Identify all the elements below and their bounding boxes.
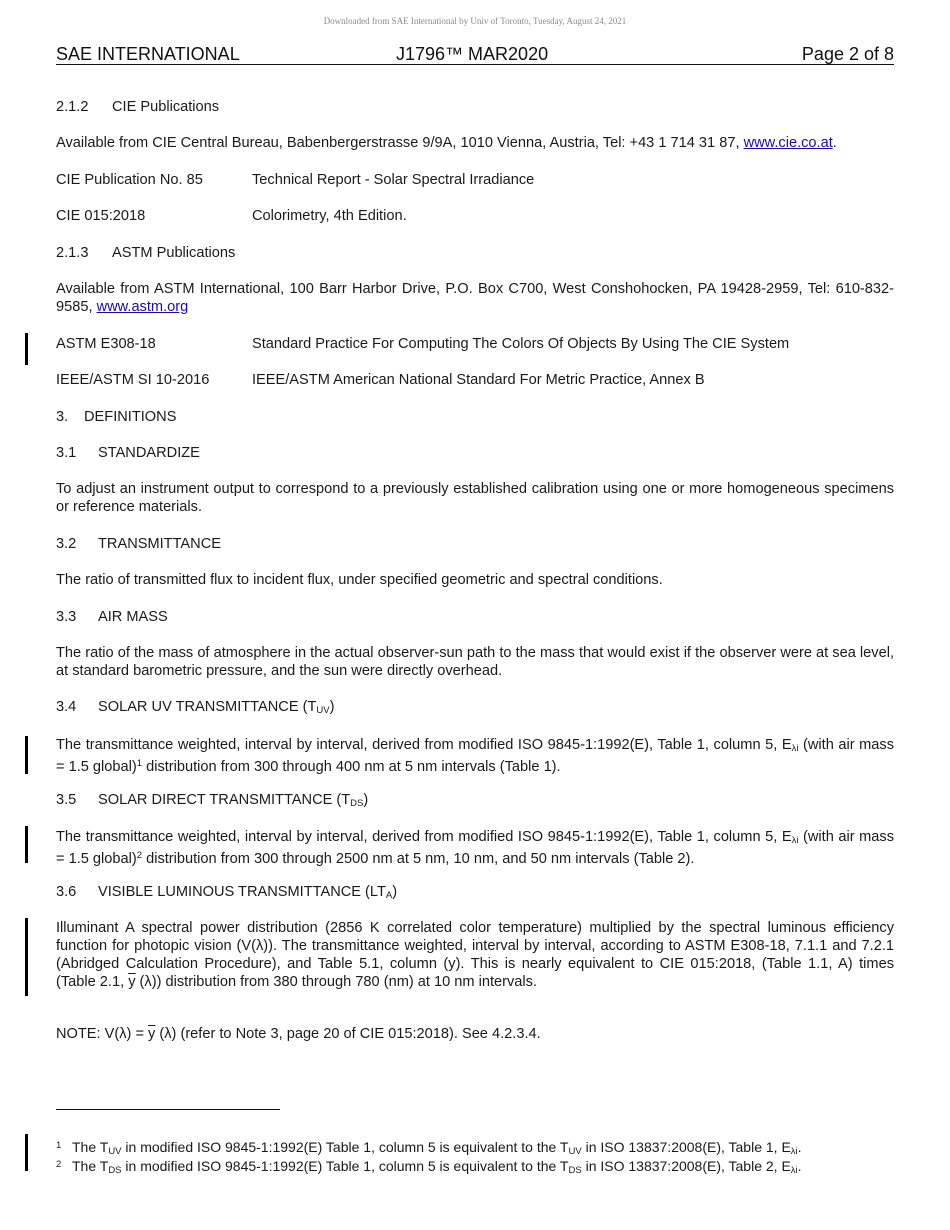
ref-ieee-astm-si10: IEEE/ASTM SI 10-2016 IEEE/ASTM American National Standard For Metric Practice, Annex B — [56, 372, 705, 388]
section-2-1-2-heading: 2.1.2 CIE Publications — [56, 99, 220, 115]
y-bar-symbol: $\overline{y}$ — [148, 1026, 156, 1042]
section-3-3-heading: 3.3 AIR MASS — [56, 609, 168, 625]
astm-link[interactable]: www.astm.org — [96, 299, 189, 315]
header-rule — [56, 64, 894, 65]
header-org: SAE INTERNATIONAL — [56, 44, 240, 64]
change-bar — [25, 736, 28, 774]
section-3-1-heading: 3.1 STANDARDIZE — [56, 445, 200, 461]
cie-link[interactable]: www.cie.co.at — [743, 135, 833, 151]
download-note: Downloaded from SAE International by Univ of Toronto, Tuesday, August 24, 2021 — [323, 16, 627, 26]
header-page-number: Page 2 of 8 — [801, 44, 894, 64]
section-3-2-body: The ratio of transmitted flux to incident flux, under specified geometric and spectral conditions. — [56, 572, 663, 588]
section-2-1-3-heading: 2.1.3 ASTM Publications — [56, 245, 236, 261]
section-3-4-heading: 3.4 SOLAR UV TRANSMITTANCE $(T_{UV})$ — [56, 699, 335, 716]
section-3-heading: 3. DEFINITIONS — [56, 409, 177, 425]
ref-cie-015: CIE 015:2018 Colorimetry, 4th Edition. — [56, 208, 407, 224]
ref-astm-e308: ASTM E308-18 Standard Practice For Computing The Colors Of Objects By Using The CIE System — [56, 336, 790, 352]
section-3-2-heading: 3.2 TRANSMITTANCE — [56, 536, 221, 552]
footnote-rule — [56, 1109, 280, 1110]
footnote-1: 1 The $T_{UV}$ in modified ISO 9845-1:1992(E) Table 1, column 5 is equivalent to the $T_{UV}$ in ISO 13837:2008(E), Table 1, $E_{\lambda i}$. — [56, 1139, 802, 1157]
section-3-4-body: The transmittance weighted, interval by interval, derived from modified ISO 9845-1:1992(E), Table 1, column 5, $E_{\lambda i}$ (with air mass = 1.5 global)$^1$ distribution from 300 through 400 nm at 5 nm intervals (Table 1). — [56, 737, 894, 775]
note-paragraph: NOTE: $V(\lambda) = \overline{y}$ (λ) (refer to Note 3, page 20 of CIE 015:2018). See 4.2.3.4. — [56, 1026, 541, 1042]
section-3-5-body: The transmittance weighted, interval by interval, derived from modified ISO 9845-1:1992(E), Table 1, column 5, $E_{\lambda i}$ (with air mass = 1.5 global)$^2$ distribution from 300 through 2500 nm at 5 nm, 10 nm, and 50 nm intervals (Table 2). — [56, 829, 894, 867]
change-bar — [25, 1134, 28, 1171]
cie-availability: Available from CIE Central Bureau, Babenbergerstrasse 9/9A, 1010 Vienna, Austria, Tel: +43 1 714 31 87, www.cie.co.at. — [56, 135, 837, 151]
section-3-6-heading: 3.6 VISIBLE LUMINOUS TRANSMITTANCE $(LT_A)$ — [56, 884, 398, 901]
footnote-2: 2 The $T_{DS}$ in modified ISO 9845-1:1992(E) Table 1, column 5 is equivalent to the $T_{DS}$ in ISO 13837:2008(E), Table 2, $E_{\lambda i}$. — [56, 1158, 802, 1176]
section-3-1-body: To adjust an instrument output to correspond to a previously established calibration using one or more homogeneous specimens or reference materials. — [56, 481, 894, 515]
y-bar-symbol: $\overline{y}$ — [128, 974, 136, 990]
section-3-3-body: The ratio of the mass of atmosphere in the actual observer-sun path to the mass that would exist if the observer were at sea level, at standard barometric pressure, and the sun were directly overhead. — [56, 645, 894, 679]
section-3-5-heading: 3.5 SOLAR DIRECT TRANSMITTANCE $(T_{DS})$ — [56, 792, 369, 809]
section-3-6-body: Illuminant A spectral power distribution (2856 K correlated color temperature) multiplied by the spectral luminous efficiency function for photopic vision (V(λ)). The transmittance weighted, interval by interval, according to ASTM E308-18, 7.1.1 and 7.2.1 (Abridged Calculation Procedure), and Table 5.1, column (y). This is nearly equivalent to CIE 015:2018, (Table 1.1, A) times (Table 2.1, $\overline{y}$ (λ)) distribution from 380 through 780 (nm) at 10 nm intervals. — [56, 920, 894, 990]
header-doc-id: J1796™ MAR2020 — [396, 44, 549, 64]
change-bar — [25, 333, 28, 365]
ref-cie-85: CIE Publication No. 85 Technical Report - Solar Spectral Irradiance — [56, 172, 535, 188]
change-bar — [25, 826, 28, 863]
change-bar — [25, 918, 28, 996]
astm-availability: Available from ASTM International, 100 Barr Harbor Drive, P.O. Box C700, West Conshohocken, PA 19428-2959, Tel: 610-832-9585, www.astm.org — [56, 281, 894, 315]
